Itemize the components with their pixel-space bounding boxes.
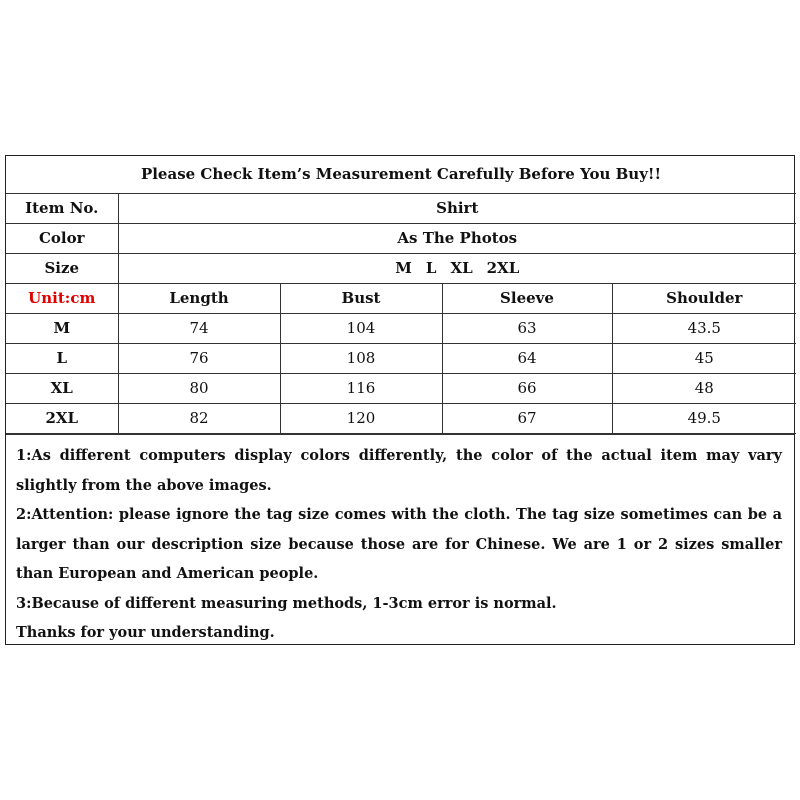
table-cell: 48 — [612, 374, 796, 404]
row-size: 2XL — [6, 404, 118, 434]
measurement-chart — [5, 155, 795, 645]
note-item: 2:Attention: please ignore the tag size comes with the cloth. The tag size sometimes can be a larger than our description size because those are for Chinese. We are 1 or 2 sizes smaller than European and American people. — [16, 506, 782, 582]
size-table — [6, 156, 796, 434]
table-row — [6, 374, 796, 404]
size-option: 2XL — [486, 259, 520, 277]
column-header: Bust — [280, 284, 442, 314]
table-cell: 120 — [280, 404, 442, 434]
table-cell: 63 — [442, 314, 612, 344]
item-no-row — [6, 194, 796, 224]
notes-section — [6, 434, 794, 648]
size-option: M — [395, 259, 412, 277]
table-cell: 80 — [118, 374, 280, 404]
column-header-row — [6, 284, 796, 314]
row-size: L — [6, 344, 118, 374]
table-cell: 74 — [118, 314, 280, 344]
item-no-label: Item No. — [6, 194, 118, 224]
size-option: XL — [450, 259, 473, 277]
table-cell: 67 — [442, 404, 612, 434]
table-cell: 76 — [118, 344, 280, 374]
table-cell: 43.5 — [612, 314, 796, 344]
column-header: Length — [118, 284, 280, 314]
table-row — [6, 404, 796, 434]
chart-title: Please Check Item’s Measurement Carefully Before You Buy!! — [6, 156, 796, 194]
column-header: Sleeve — [442, 284, 612, 314]
column-header: Shoulder — [612, 284, 796, 314]
size-values — [118, 254, 796, 284]
table-cell: 49.5 — [612, 404, 796, 434]
table-cell: 116 — [280, 374, 442, 404]
row-size: XL — [6, 374, 118, 404]
table-cell: 108 — [280, 344, 442, 374]
note-item: 3:Because of different measuring methods, 1-3cm error is normal. — [16, 594, 557, 612]
table-cell: 66 — [442, 374, 612, 404]
table-cell: 45 — [612, 344, 796, 374]
row-size: M — [6, 314, 118, 344]
size-label: Size — [6, 254, 118, 284]
unit-label: Unit:cm — [6, 284, 118, 314]
table-row — [6, 344, 796, 374]
item-no-value: Shirt — [118, 194, 796, 224]
table-cell: 82 — [118, 404, 280, 434]
table-cell: 104 — [280, 314, 442, 344]
note-thanks: Thanks for your understanding. — [16, 624, 275, 641]
table-row — [6, 314, 796, 344]
color-row — [6, 224, 796, 254]
color-value: As The Photos — [118, 224, 796, 254]
title-row — [6, 156, 796, 194]
color-label: Color — [6, 224, 118, 254]
table-cell: 64 — [442, 344, 612, 374]
size-row — [6, 254, 796, 284]
note-item: 1:As different computers display colors differently, the color of the actual item may vary slightly from the above images. — [16, 447, 782, 494]
size-option: L — [425, 259, 437, 277]
